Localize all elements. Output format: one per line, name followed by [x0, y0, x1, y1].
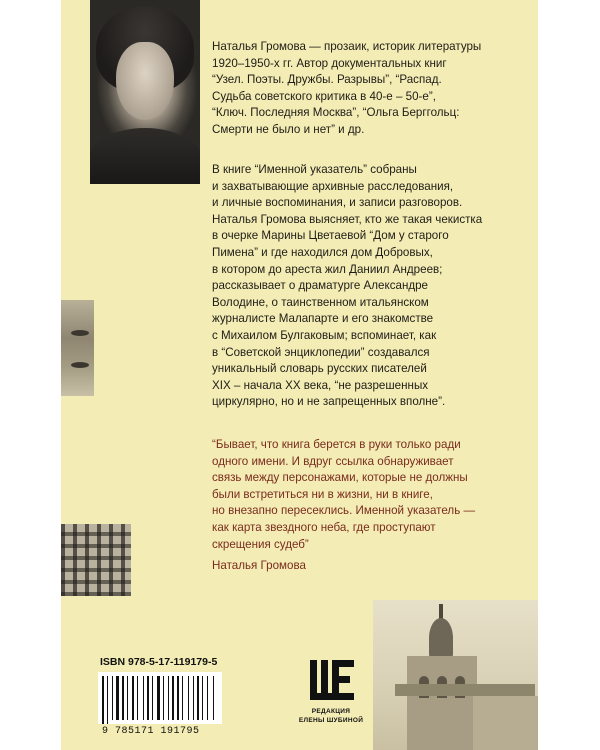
description-line: и личные воспоминания, и записи разговоров. [212, 196, 463, 210]
barcode-bar [112, 676, 113, 720]
eyes-photo-fragment [61, 300, 94, 396]
book-description [212, 162, 532, 411]
barcode-bar [168, 676, 169, 720]
barcode-block [98, 656, 222, 736]
bio-line: 1920–1950-х гг. Автор документальных книг [212, 56, 447, 70]
quote-line: как карта звездного неба, где проступают [212, 520, 436, 534]
description-line: XIX – начала XX века, “не разрешенных [212, 378, 429, 392]
bio-line: “Ключ. Последняя Москва”, “Ольга Берггольц: [212, 106, 460, 120]
barcode-bar [172, 676, 174, 720]
barcode-bar [143, 676, 144, 720]
author-portrait [90, 0, 200, 184]
barcode-bar [177, 676, 179, 720]
book-quote [212, 437, 532, 553]
description-line: рассказывает о драматурге Александре [212, 279, 429, 293]
description-line: В книге “Именной указатель” собраны [212, 163, 417, 176]
barcode-bar [197, 676, 199, 720]
barcode-bar [122, 676, 124, 720]
description-line: в очерке Марины Цветаевой “Дом у старого [212, 229, 449, 243]
church-photo [373, 600, 538, 750]
author-bio [212, 39, 532, 139]
barcode-bar [157, 676, 160, 720]
barcode-bar [152, 676, 153, 720]
plaid-fabric-photo [61, 524, 131, 596]
barcode-bar [207, 676, 208, 720]
description-line: в котором до ареста жил Даниил Андреев; [212, 262, 443, 276]
barcode-bar [107, 676, 108, 724]
description-line: и захватывающие архивные расследования, [212, 179, 454, 193]
bio-line: Смерти не было и нет” и др. [212, 122, 365, 136]
barcode-bar [193, 676, 194, 720]
quote-author: Наталья Громова [212, 559, 306, 572]
quote-line: “Бывает, что книга берется в руки только ради [212, 438, 461, 451]
barcode-bar [132, 676, 134, 720]
barcode-bar [188, 676, 189, 720]
description-line: циркулярно, но и не запрещенных вполне”. [212, 395, 446, 409]
description-line: уникальный словарь русских писателей [212, 362, 427, 376]
barcode-bar [182, 676, 183, 720]
barcode-bar [137, 676, 138, 720]
barcode-bar [102, 676, 104, 724]
barcode-bar [213, 676, 214, 720]
description-line: с Михаилом Булгаковым; вспоминает, как [212, 328, 437, 342]
barcode-bar [147, 676, 149, 720]
quote-line: связь между персонажами, которые не должны [212, 471, 468, 485]
description-line: в “Советской энциклопедии” создавался [212, 345, 430, 359]
quote-line: но внезапно пересеклись. Именной указатель — [212, 504, 476, 518]
publisher-line-1: РЕДАКЦИЯ [311, 708, 351, 715]
barcode-number: 9 785171 191795 [102, 726, 200, 737]
barcode-bar [202, 676, 203, 720]
description-line: Наталья Громова выясняет, кто же такая чекистка [212, 212, 483, 226]
barcode-bar [163, 676, 164, 720]
description-line: журналисте Малапарте и его знакомстве [212, 312, 434, 326]
publisher-logo-icon [310, 658, 354, 702]
publisher-logo [296, 658, 366, 738]
book-back-cover [61, 0, 538, 750]
barcode-bar [127, 676, 128, 720]
barcode [98, 672, 222, 724]
bio-line: Судьба советского критика в 40-е – 50-е”, [212, 89, 436, 103]
bio-line: Наталья Громова — прозаик, историк литературы [212, 40, 482, 53]
description-line: Пимена” и где находился дом Добровых, [212, 245, 433, 259]
quote-line: одного имени. И вдруг ссылка обнаруживает [212, 454, 454, 468]
isbn-label: ISBN 978-5-17-119179-5 [100, 656, 218, 668]
barcode-bar [116, 676, 119, 720]
publisher-line-2: ЕЛЕНЫ ШУБИНОЙ [298, 717, 364, 724]
quote-line: были встретиться ни в жизни, ни в книге, [212, 487, 433, 501]
quote-line: скрещения судеб” [212, 537, 309, 551]
bio-line: “Узел. Поэты. Дружбы. Разрывы”, “Распад. [212, 73, 442, 87]
description-line: Володине, о таинственном итальянском [212, 295, 429, 309]
